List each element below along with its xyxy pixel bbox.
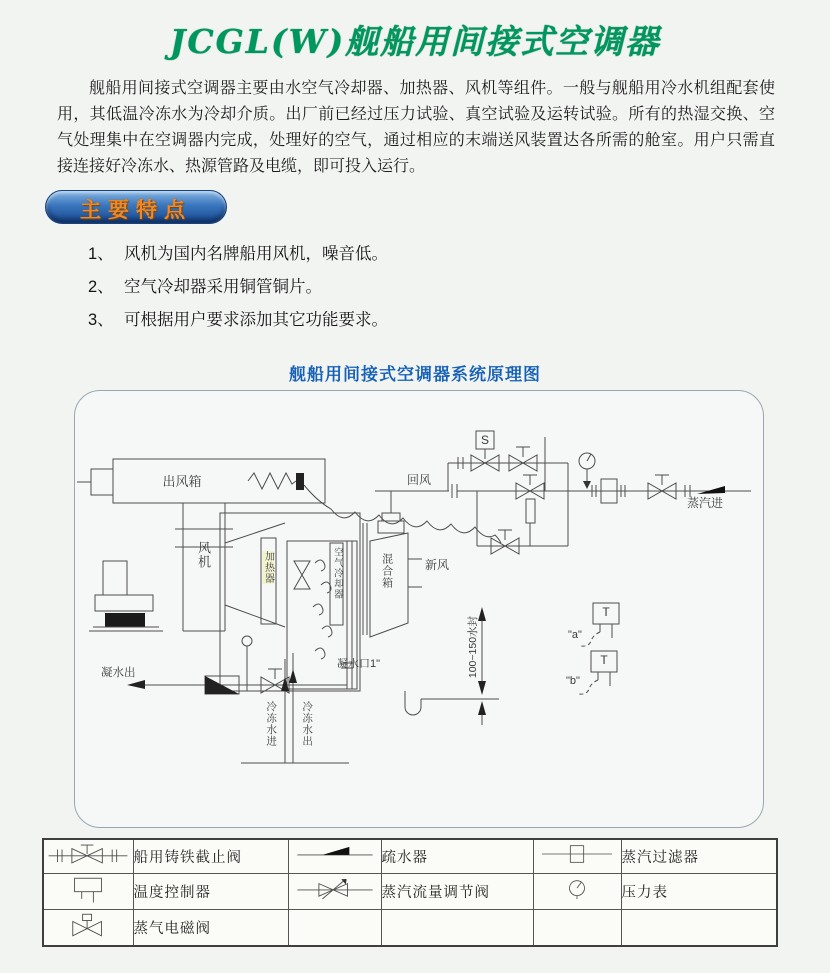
legend-label: 疏水器 [381,839,533,874]
feature-number: 1、 [88,245,114,263]
features-badge-label: 主要特点 [80,199,192,222]
outlet-box-label: 出风箱 [162,474,202,489]
mixing-box-label: 混合箱 [380,553,393,589]
system-schematic-diagram [74,390,764,828]
legend-label: 蒸气电磁阀 [133,910,288,947]
feature-text: 可根据用户要求添加其它功能要求。 [124,311,388,329]
fresh-air-label: 新风 [425,558,450,572]
diagram-title: 舰船用间接式空调器系统原理图 [289,365,541,384]
chilled-water-out-label: 冷冻水出 [301,701,314,747]
legend-row [43,839,777,874]
legend-label: 温度控制器 [133,874,288,910]
legend-label: 蒸汽过滤器 [621,839,777,874]
feature-text: 风机为国内名牌船用风机，噪音低。 [124,245,388,263]
condensate-out-label: 凝水出 [101,667,136,679]
chilled-water-in-label: 冷冻水进 [265,701,278,747]
legend-label: 蒸汽流量调节阀 [381,874,533,910]
flow-regulating-valve-icon [292,875,378,903]
features-badge [45,190,227,224]
stop-valve-icon [45,840,131,868]
fan-label: 风机 [195,541,211,569]
steam-in-label: 蒸汽进 [687,496,724,510]
air-cooler-label: 空气冷却器 [331,547,343,600]
legend-row [43,910,777,947]
temp-controller-tag-b: T [600,653,608,667]
feature-number: 2、 [88,278,114,296]
steam-filter-icon [537,840,617,868]
page-title: JCGL(W)舰船用间接式空调器 [169,22,661,61]
legend-row [43,874,777,910]
sensor-a-label: "a" [568,629,582,641]
heater-label: 加热器 [262,551,274,584]
sensor-b-label: "b" [566,675,580,687]
solenoid-tag: S [480,433,489,447]
feature-item [88,304,388,337]
water-seal-label: 100~150水封 [466,615,479,679]
feature-item [88,238,388,271]
steam-trap-icon [292,840,378,868]
schematic-linework [75,391,763,827]
feature-number: 3、 [88,311,114,329]
legend-table [42,838,778,947]
feature-text: 空气冷却器采用铜管铜片。 [124,278,322,296]
pressure-gauge-icon [537,875,617,903]
feature-item [88,271,388,304]
return-air-label: 回风 [407,473,432,487]
legend-table-wrap [42,838,778,947]
temp-controller-icon [45,874,131,904]
intro-paragraph: 舰船用间接式空调器主要由水空气冷却器、加热器、风机等组件。一般与舰船用冷水机组配套使用，其低温冷冻水为冷却介质。出厂前已经过压力试验、真空试验及运转试验。所有的热湿交换、空气处理集中在空调器内完成，处理好的空气，通过相应的末端送风装置达各所需的舱室。用户只需直接连接好冷冻水、热源管路及电缆，即可投入运行。 [57,80,775,175]
temp-controller-tag-a: T [602,605,610,619]
legend-label: 压力表 [621,874,777,910]
legend-label: 船用铸铁截止阀 [133,839,288,874]
solenoid-valve-icon [45,910,131,940]
legend-label [621,910,777,947]
features-list [88,238,388,337]
condensate-port-label: 凝水口1" [337,658,381,670]
legend-label [381,910,533,947]
